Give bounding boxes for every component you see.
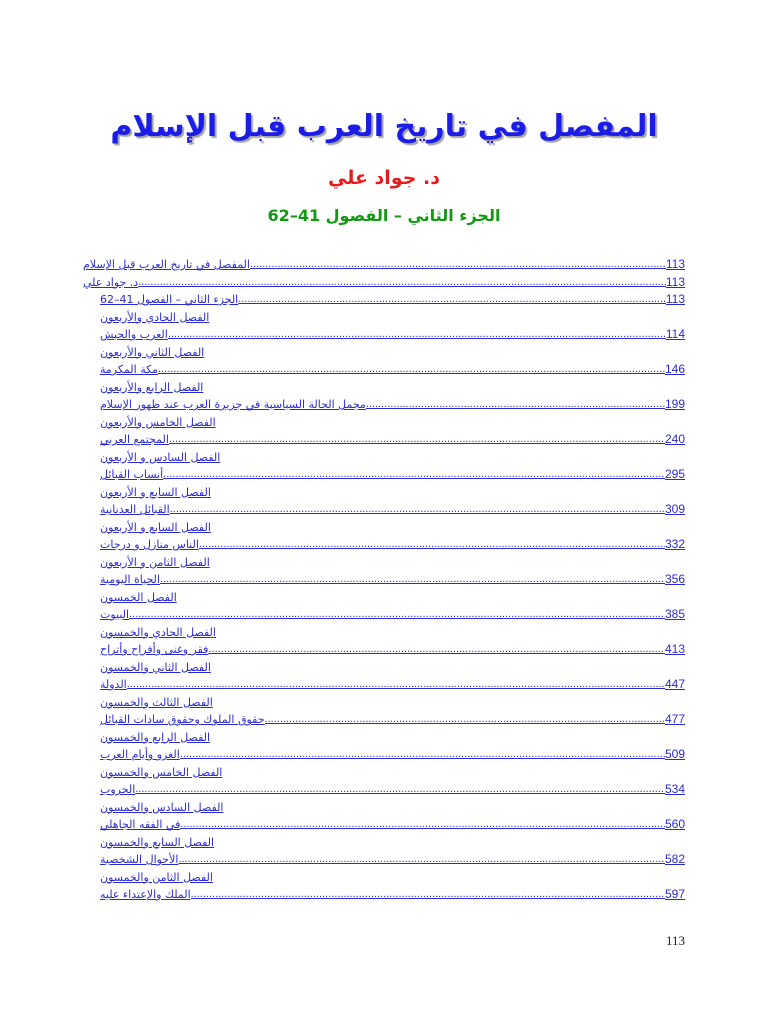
toc-entry-page: 113 [665,257,685,271]
document-title: المفصل في تاريخ العرب قبل الإسلام [110,109,658,144]
toc-entry-page: 597 [664,887,685,901]
toc-leader-dots [366,396,665,414]
toc-entry[interactable] [83,641,685,659]
toc-chapter-label: الفصل السابع و الأربعون [100,520,211,534]
toc-entry-label: الدولة [100,678,127,691]
toc-entry-label: في الفقه الجاهلي [100,818,181,831]
toc-chapter-label: الفصل الثاني والخمسون [100,660,211,674]
toc-entry-page: 509 [664,747,685,761]
toc-entry-label: الناس منازل و درجات [100,538,199,551]
toc-entry[interactable] [83,746,685,764]
toc-entry-page: 560 [664,817,685,831]
toc-chapter-label: الفصل الخامس والأربعون [100,415,216,429]
toc-entry[interactable] [83,326,685,344]
toc-entry-label: المجتمع العربي [100,433,169,446]
toc-chapter-heading[interactable] [83,694,685,712]
toc-leader-dots [163,466,665,484]
toc-entry-label: الحروب [100,783,136,796]
toc-entry-page: 582 [664,852,685,866]
toc-chapter-label: الفصل الرابع والخمسون [100,730,211,744]
document-author: د. جواد علي [327,167,441,189]
toc-leader-dots [138,274,666,292]
toc-leader-dots [208,641,665,659]
toc-chapter-heading[interactable] [83,379,685,397]
toc-leader-dots [180,746,665,764]
toc-entry-label: العرب والحبش [100,328,168,341]
toc-chapter-heading[interactable] [83,519,685,537]
toc-leader-dots [265,711,665,729]
page-number: 113 [665,933,685,948]
toc-leader-dots [170,501,665,519]
toc-entry-label: مجمل الحالة السياسية في جزيرة العرب عند ظهور الإسلام [100,398,366,411]
toc-entry[interactable] [83,886,685,904]
toc-leader-dots [238,291,666,309]
toc-leader-dots [135,781,665,799]
toc-chapter-label: الفصل السابع والخمسون [100,835,215,849]
toc-entry-label: الملك والإعتداء عليه [100,888,191,901]
toc-entry-page: 385 [664,607,685,621]
toc-entry-label: فقر وغنى وأفراح وأتراح [100,643,209,656]
toc-chapter-heading[interactable] [83,659,685,677]
toc-entry[interactable] [83,501,685,519]
toc-entry-page: 240 [664,432,685,446]
toc-chapter-label: الفصل السادس والخمسون [100,800,224,814]
toc-leader-dots [168,326,666,344]
toc-entry-page: 146 [664,362,685,376]
toc-chapter-heading[interactable] [83,414,685,432]
toc-entry-label: د. جواد علي [83,275,139,289]
toc-entry[interactable] [83,606,685,624]
toc-entry[interactable] [83,291,685,309]
toc-entry-label: القبائل العدنانية [100,503,170,516]
toc-entry-label: أنساب القبائل [100,468,164,481]
toc-chapter-heading[interactable] [83,799,685,817]
toc-entry[interactable] [83,571,685,589]
toc-leader-dots [178,851,665,869]
toc-chapter-heading[interactable] [83,624,685,642]
toc-chapter-label: الفصل الثاني والأربعون [100,345,205,359]
toc-entry-label: الحياة اليومية [100,573,160,586]
toc-entry-page: 447 [664,677,685,691]
toc-chapter-label: الفصل السادس و الأربعون [100,450,221,464]
toc-leader-dots [180,816,665,834]
toc-leader-dots [127,676,665,694]
toc-chapter-label: الفصل الخمسون [100,590,177,604]
toc-chapter-label: الفصل الثالث والخمسون [100,695,213,709]
toc-leader-dots [199,536,665,554]
toc-entry-label: البيوت [100,608,130,621]
toc-entry-label: المفصل في تاريخ العرب قبل الإسلام [83,258,250,271]
toc-chapter-heading[interactable] [83,484,685,502]
toc-chapter-label: الفصل الحادي والأربعون [100,310,210,324]
toc-chapter-label: الفصل الرابع والأربعون [100,380,204,394]
toc-entry-page: 295 [664,467,685,481]
toc-entry-label: حقوق الملوك وحقوق سادات القبائل [100,713,265,726]
document-part-heading: الجزء الثاني – الفصول 41–62 [267,206,501,225]
toc-entry-page: 413 [664,642,685,656]
toc-chapter-heading[interactable] [83,554,685,572]
toc-entry[interactable] [83,816,685,834]
toc-entry-label: الأحوال الشخصية [100,853,179,866]
toc-entry[interactable] [83,361,685,379]
toc-entry-page: 113 [665,274,685,289]
toc-entry-page: 309 [664,502,685,516]
toc-entry[interactable] [83,431,685,449]
toc-entry[interactable] [83,274,685,292]
toc-chapter-heading[interactable] [83,309,685,327]
table-of-contents [83,256,685,904]
toc-chapter-heading[interactable] [83,729,685,747]
toc-leader-dots [169,431,665,449]
toc-entry-page: 199 [664,397,685,411]
toc-chapter-heading[interactable] [83,344,685,362]
toc-chapter-label: الفصل الخامس والخمسون [100,765,223,779]
toc-leader-dots [129,606,665,624]
toc-leader-dots [158,361,665,379]
toc-chapter-label: الفصل الحادي والخمسون [100,625,216,639]
toc-entry-label: الغزو وأيام العرب [100,748,180,761]
toc-entry[interactable] [83,396,685,414]
toc-chapter-heading[interactable] [83,589,685,607]
toc-entry[interactable] [83,466,685,484]
toc-leader-dots [250,256,666,274]
toc-entry[interactable] [83,256,685,274]
toc-chapter-heading[interactable] [83,834,685,852]
toc-leader-dots [160,571,665,589]
toc-entry-page: 356 [664,572,685,586]
toc-chapter-heading[interactable] [83,869,685,887]
toc-entry-label: مكة المكرمة [100,363,159,376]
toc-chapter-heading[interactable] [83,449,685,467]
toc-leader-dots [191,886,665,904]
toc-entry[interactable] [83,781,685,799]
toc-chapter-label: الفصل الثامن والخمسون [100,870,213,884]
toc-entry-page: 534 [664,782,685,796]
toc-chapter-heading[interactable] [83,764,685,782]
toc-entry-page: 332 [664,537,685,551]
toc-entry-label: الجزء الثاني – الفصول 41–62 [100,293,239,306]
toc-entry[interactable] [83,851,685,869]
toc-entry[interactable] [83,711,685,729]
toc-entry-page: 477 [664,712,685,726]
toc-entry[interactable] [83,536,685,554]
toc-entry[interactable] [83,676,685,694]
toc-chapter-label: الفصل الثامن و الأربعون [100,555,210,569]
toc-entry-page: 113 [665,292,685,306]
toc-entry-page: 114 [665,327,685,341]
toc-chapter-label: الفصل السابع و الأربعون [100,485,211,499]
